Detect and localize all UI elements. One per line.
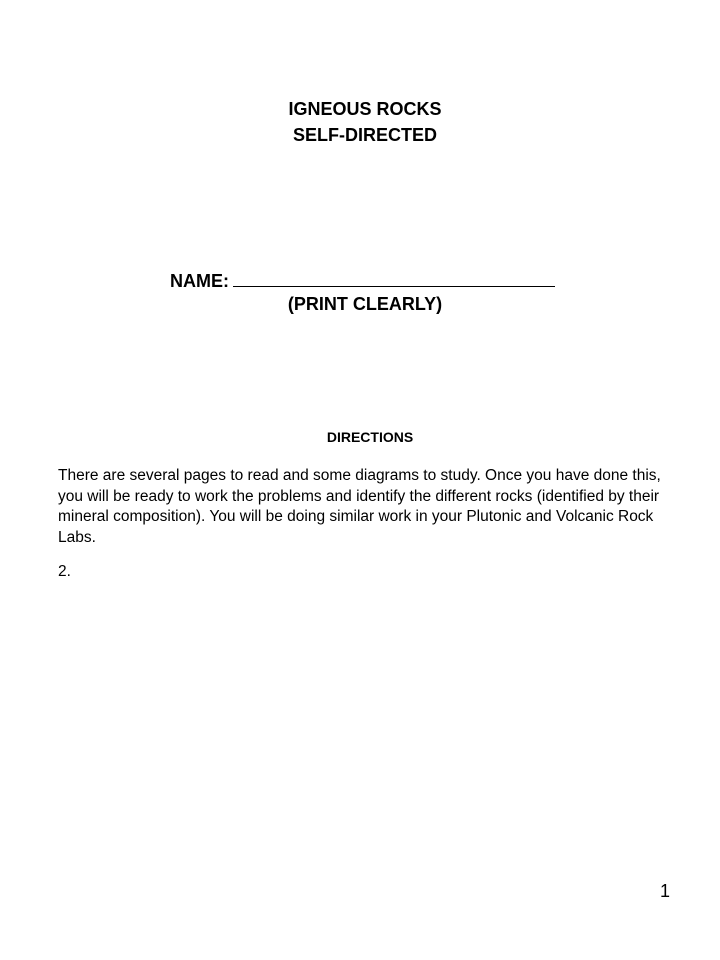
name-field-row bbox=[170, 268, 555, 293]
name-write-line bbox=[233, 268, 555, 287]
item-number: 2. bbox=[58, 563, 71, 580]
print-clearly-instruction: (PRINT CLEARLY) bbox=[287, 294, 443, 314]
name-label: NAME: bbox=[170, 271, 229, 291]
title-line-1: IGNEOUS ROCKS bbox=[288, 99, 442, 119]
document-title bbox=[0, 96, 720, 148]
page-number: 1 bbox=[659, 881, 670, 901]
directions-paragraph: There are several pages to read and some diagrams to study. Once you have done this, you will be ready to work the problems and identify the different rocks (identified by their mineral composition). You will be doing similar work in your Plutonic and Volcanic Rock Labs. bbox=[58, 467, 661, 546]
directions-heading: DIRECTIONS bbox=[326, 429, 414, 445]
title-line-2: SELF-DIRECTED bbox=[293, 125, 437, 145]
